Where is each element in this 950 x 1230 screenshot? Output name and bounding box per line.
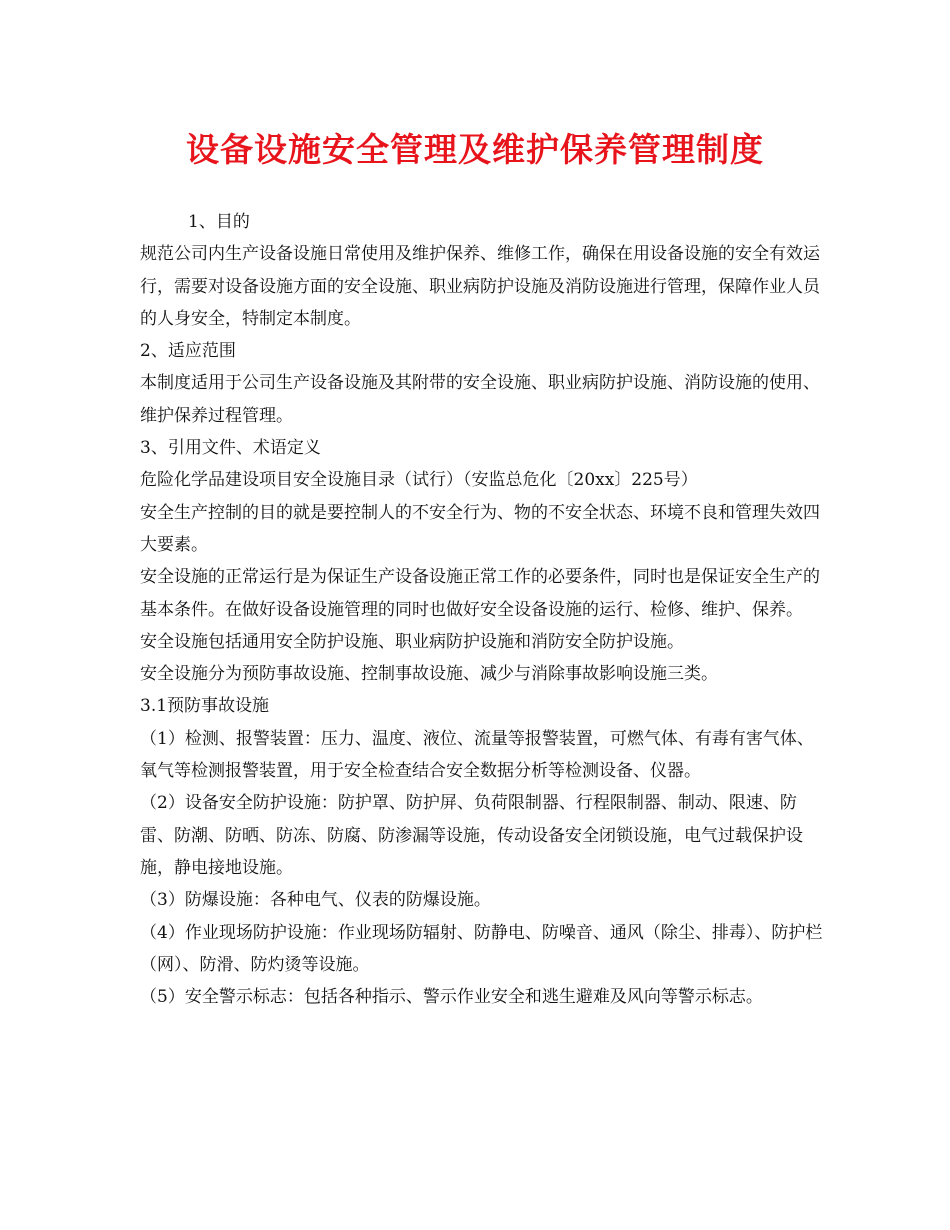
paragraph: 安全生产控制的目的就是要控制人的不安全行为、物的不安全状态、环境不良和管理失效四大要素。 — [140, 502, 820, 555]
list-item: （2）设备安全防护设施：防护罩、防护屏、负荷限制器、行程限制器、制动、限速、防雷、防潮、防晒、防冻、防腐、防渗漏等设施，传动设备安全闭锁设施，电气过载保护设施，静电接地设施。 — [140, 793, 803, 878]
section-heading-purpose: 1、目的 — [188, 212, 250, 232]
section-heading-scope: 2、适应范围 — [140, 341, 236, 362]
paragraph: 安全设施的正常运行是为保证生产设备设施正常工作的必要条件，同时也是保证安全生产的基本条件。在做好设备设施管理的同时也做好安全设备设施的运行、检修、维护、保养。 — [140, 567, 820, 620]
document-body — [140, 206, 830, 1013]
list-item: （3）防爆设施：各种电气、仪表的防爆设施。 — [140, 890, 491, 911]
list-item: （4）作业现场防护设施：作业现场防辐射、防静电、防噪音、通风（除尘、排毒）、防护栏（网）、防滑、防灼烫等设施。 — [140, 922, 823, 975]
paragraph: 规范公司内生产设备设施日常使用及维护保养、维修工作，确保在用设备设施的安全有效运行，需要对设备设施方面的安全设施、职业病防护设施及消防设施进行管理，保障作业人员的人身安全，特制定本制度。 — [140, 244, 820, 329]
document-title: 设备设施安全管理及维护保养管理制度 — [186, 130, 764, 169]
paragraph: 安全设施包括通用安全防护设施、职业病防护设施和消防安全防护设施。 — [140, 631, 684, 652]
list-item: （1）检测、报警装置：压力、温度、液位、流量等报警装置，可燃气体、有毒有害气体、氧气等检测报警装置，用于安全检查结合安全数据分析等检测设备、仪器。 — [140, 728, 814, 782]
section-heading-references: 3、引用文件、术语定义 — [140, 438, 321, 459]
paragraph: 本制度适用于公司生产设备设施及其附带的安全设施、职业病防护设施、消防设施的使用、维护保养过程管理。 — [140, 373, 820, 426]
paragraph: 安全设施分为预防事故设施、控制事故设施、减少与消除事故影响设施三类。 — [140, 664, 718, 685]
subsection-heading: 3.1预防事故设施 — [140, 696, 270, 717]
list-item: （5）安全警示标志：包括各种指示、警示作业安全和逃生避难及风向等警示标志。 — [140, 987, 763, 1008]
paragraph: 危险化学品建设项目安全设施目录（试行）（安监总危化〔20xx〕225号） — [140, 470, 698, 491]
